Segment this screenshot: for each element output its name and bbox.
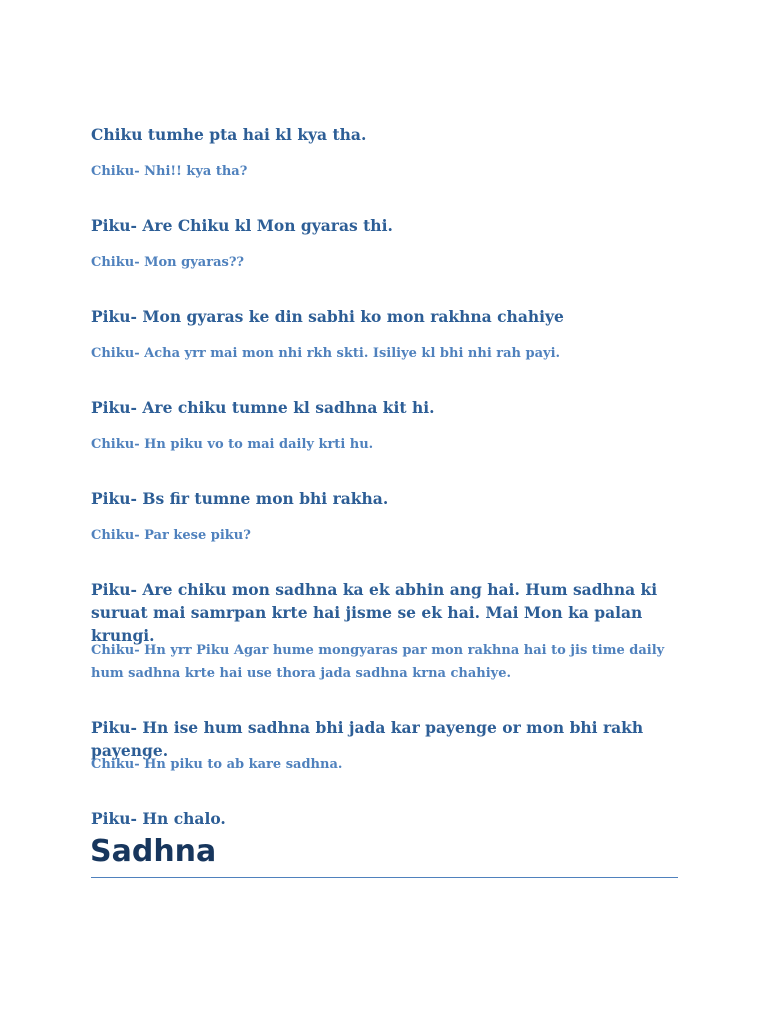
dialogue-line-7: Piku- Are chiku tumne kl sadhna kit hi. — [91, 398, 435, 417]
dialogue-line-11: Piku- Are chiku mon sadhna ka ek abhin ang hai. Hum sadhna ki suruat mai samrpan krte hai jisme se ek hai. Mai Mon ka palan krungi. — [91, 580, 658, 645]
dialogue-line-10: Chiku- Par kese piku? — [91, 528, 251, 543]
dialogue-line-15: Piku- Hn chalo. — [91, 809, 226, 828]
dialogue-line-13: Piku- Hn ise hum sadhna bhi jada kar payenge or mon bhi rakh payenge. — [91, 718, 644, 760]
dialogue-line-4: Chiku- Mon gyaras?? — [91, 255, 245, 270]
title-underline — [91, 877, 678, 878]
dialogue-line-14: Chiku- Hn piku to ab kare sadhna. — [91, 757, 343, 772]
dialogue-line-5: Piku- Mon gyaras ke din sabhi ko mon rakhna chahiye — [91, 307, 564, 326]
dialogue-line-3: Piku- Are Chiku kl Mon gyaras thi. — [91, 216, 393, 235]
document-title: Sadhna — [90, 834, 217, 869]
dialogue-line-12: Chiku- Hn yrr Piku Agar hume mongyaras par mon rakhna hai to jis time daily hum sadhna krte hai use thora jada sadhna krna chahiye. — [91, 643, 665, 681]
dialogue-line-2: Chiku- Nhi!! kya tha? — [91, 164, 248, 179]
dialogue-line-8: Chiku- Hn piku vo to mai daily krti hu. — [91, 437, 374, 452]
dialogue-line-1: Chiku tumhe pta hai kl kya tha. — [91, 125, 367, 144]
dialogue-line-9: Piku- Bs fir tumne mon bhi rakha. — [91, 489, 389, 508]
dialogue-line-6: Chiku- Acha yrr mai mon nhi rkh skti. Isiliye kl bhi nhi rah payi. — [91, 346, 561, 361]
